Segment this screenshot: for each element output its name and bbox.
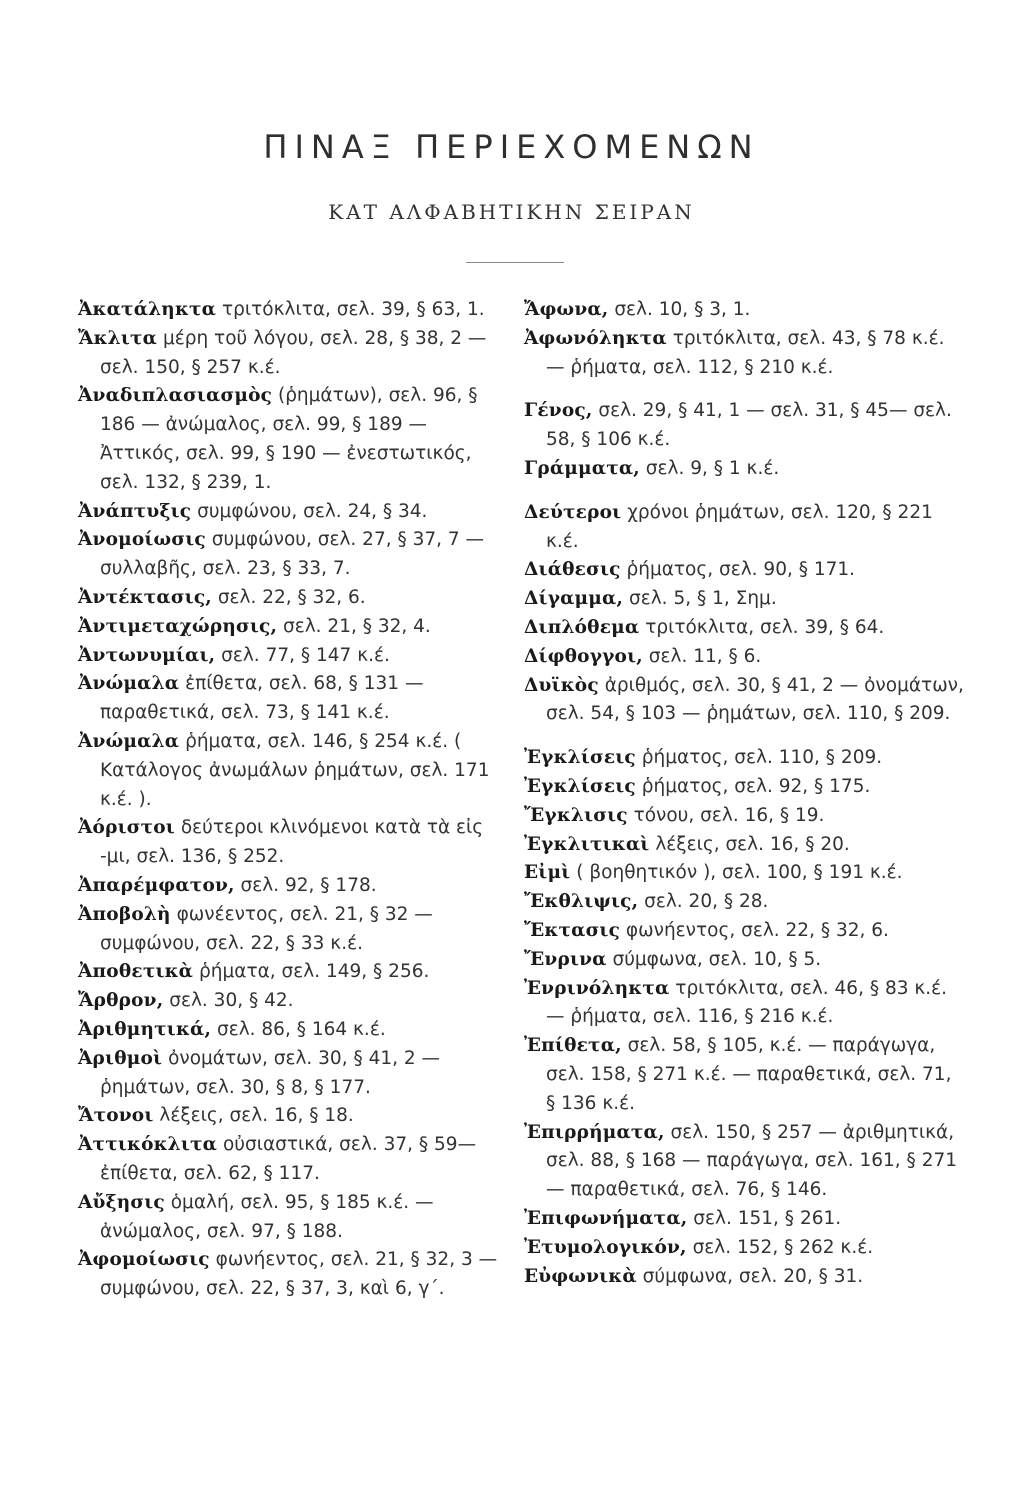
entry-references: σελ. 92, § 178.: [234, 874, 377, 896]
entry-references: ῥήματος, σελ. 90, § 171.: [620, 559, 856, 581]
entry-references: σύμφωνα, σελ. 20, § 31.: [636, 1265, 864, 1287]
entry-references: μέρη τοῦ λόγου, σελ. 28, § 38, 2 — σελ. 150, § 257 κ.έ.: [100, 327, 487, 378]
entry-headword: Ἐτυμολογικόν,: [524, 1236, 687, 1258]
entry-headword: Γένος,: [524, 400, 593, 422]
entry-references: σελ. 151, § 261.: [687, 1207, 842, 1229]
entry-headword: Ἐπιφωνήματα,: [524, 1207, 688, 1229]
entry-headword: Ἄρθρον,: [78, 990, 164, 1012]
entry-headword: Ἀναδιπλασιασμὸς: [78, 385, 273, 407]
entry-references: τριτόκλιτα, σελ. 43, § 78 κ.έ. — ῥήματα, σελ. 112, § 210 κ.έ.: [546, 327, 945, 378]
index-entry: [78, 296, 498, 325]
index-entry: [524, 499, 964, 557]
index-entry: [524, 1205, 964, 1234]
entry-references: σελ. 11, § 6.: [642, 645, 762, 667]
index-entry: [524, 831, 964, 860]
entry-headword: Ἐπιρρήματα,: [524, 1121, 665, 1143]
entry-references: ( βοηθητικόν ), σελ. 100, § 191 κ.έ.: [570, 862, 903, 884]
entry-headword: Ἔνρινα: [524, 948, 607, 970]
index-entry: [78, 901, 498, 959]
entry-references: συμφώνου, σελ. 27, § 37, 7 — συλλαβῆς, σελ. 23, § 33, 7.: [100, 529, 485, 580]
entry-headword: Ἄτονοι: [78, 1105, 154, 1127]
entry-headword: Ἔκτασις: [524, 919, 621, 941]
index-entry: [524, 1234, 964, 1263]
index-entry: [78, 958, 498, 987]
entry-references: τριτόκλιτα, σελ. 39, § 63, 1.: [216, 299, 485, 320]
entry-headword: Εὐφωνικὰ: [524, 1265, 637, 1287]
index-entry: [78, 382, 498, 497]
index-entry: [524, 1032, 964, 1118]
index-entry: [524, 802, 964, 831]
entry-headword: Δίγαμμα,: [524, 588, 624, 610]
entry-references: ὀνομάτων, σελ. 30, § 41, 2 — ῥημάτων, σελ. 30, § 8, § 177.: [100, 1047, 441, 1098]
entry-headword: Δεύτεροι: [524, 501, 622, 523]
index-entry: [524, 888, 964, 917]
entry-headword: Ἄκλιτα: [78, 327, 158, 349]
entry-references: σελ. 5, § 1, Σημ.: [623, 588, 777, 610]
index-entry: [524, 325, 964, 383]
index-entry: [78, 728, 498, 814]
entry-headword: Ἀνομοίωσις: [78, 529, 206, 551]
entry-references: τριτόκλιτα, σελ. 39, § 64.: [639, 616, 885, 638]
index-entry: [524, 556, 964, 585]
entry-references: λέξεις, σελ. 16, § 20.: [649, 833, 850, 855]
entry-headword: Γράμματα,: [524, 457, 640, 479]
index-entry: [78, 1016, 498, 1045]
entry-references: ῥήματος, σελ. 92, § 175.: [635, 775, 871, 797]
entry-references: φωνήεντος, σελ. 21, § 32, 3 — συμφώνου, σελ. 22, § 37, 3, καὶ 6, γ΄.: [100, 1249, 498, 1300]
index-entry: [78, 1102, 498, 1131]
entry-references: σελ. 22, § 32, 6.: [211, 586, 366, 608]
entry-references: ῥήματα, σελ. 146, § 254 κ.έ. ( Κατάλογος ἀνωμάλων ῥημάτων, σελ. 171 κ.έ. ).: [100, 730, 490, 810]
entry-headword: Ἀποθετικὰ: [78, 961, 194, 983]
index-entry: [78, 613, 498, 642]
entry-headword: Ἐνρινόληκτα: [524, 977, 670, 999]
index-entry: [524, 917, 964, 946]
index-entry: [78, 642, 498, 671]
entry-references: σύμφωνα, σελ. 10, § 5.: [606, 948, 822, 970]
entry-headword: Ἐπίθετα,: [524, 1035, 622, 1057]
entry-headword: Ἀντιμεταχώρησις,: [78, 615, 278, 637]
entry-references: σελ. 77, § 147 κ.έ.: [215, 644, 390, 666]
entry-references: λέξεις, σελ. 16, § 18.: [153, 1105, 354, 1127]
entry-references: σελ. 20, § 28.: [638, 891, 769, 913]
entry-headword: Ἀττικόκλιτα: [78, 1134, 218, 1156]
index-entry: [524, 455, 964, 484]
entry-references: σελ. 58, § 105, κ.έ. — παράγωγα, σελ. 158, § 271 κ.έ. — παραθετικά, σελ. 71, § 136 κ.έ.: [546, 1035, 952, 1114]
entry-references: σελ. 86, § 164 κ.έ.: [211, 1018, 386, 1040]
index-entry: [78, 1246, 498, 1304]
entry-headword: Ἄφωνα,: [524, 299, 609, 320]
page-subtitle: ΚΑΤ ΑΛΦΑΒΗΤΙΚΗΝ ΣΕΙΡΑΝ: [328, 200, 695, 224]
entry-references: σελ. 152, § 262 κ.έ.: [686, 1236, 874, 1258]
entry-references: σελ. 30, § 42.: [163, 990, 294, 1012]
index-entry: [524, 672, 964, 730]
entry-references: τριτόκλιτα, σελ. 46, § 83 κ.έ. — ῥήματα, σελ. 116, § 216 κ.έ.: [546, 977, 948, 1028]
index-entry: [78, 584, 498, 613]
index-entry: [78, 1131, 498, 1189]
index-entry: [524, 975, 964, 1033]
entry-headword: Ἀπαρέμφατον,: [78, 874, 235, 896]
entry-headword: Ἀόριστοι: [78, 817, 175, 839]
entry-headword: Διάθεσις: [524, 559, 621, 581]
entry-references: σελ. 150, § 257 — ἀριθμητικά, σελ. 88, § 168 — παράγωγα, σελ. 161, § 271 — παραθετικά, σελ. 76, § 146.: [546, 1121, 958, 1201]
entry-references: ἐπίθετα, σελ. 68, § 131 — παραθετικά, σελ. 73, § 141 κ.έ.: [100, 673, 424, 724]
index-entry: [524, 643, 964, 672]
index-entry: [524, 397, 964, 455]
entry-headword: Ἔγκλισις: [524, 804, 628, 826]
entry-references: τόνου, σελ. 16, § 19.: [627, 804, 825, 826]
entry-headword: Ἀφομοίωσις: [78, 1249, 210, 1271]
index-entry: [78, 670, 498, 728]
entry-references: ῥήματος, σελ. 110, § 209.: [635, 747, 883, 769]
entry-references: φωνέεντος, σελ. 21, § 32 — συμφώνου, σελ. 22, § 33 κ.έ.: [100, 903, 433, 954]
entry-references: φωνήεντος, σελ. 22, § 32, 6.: [620, 919, 889, 941]
entry-headword: Ἀντέκτασις,: [78, 586, 212, 608]
entry-headword: Εἰμὶ: [524, 862, 571, 884]
entry-headword: Ἀνώμαλα: [78, 673, 180, 695]
index-entry: [524, 744, 964, 773]
entry-references: δεύτεροι κλινόμενοι κατὰ τὰ εἰς -μι, σελ. 136, § 252.: [100, 817, 484, 868]
index-entry: [78, 526, 498, 584]
index-entry: [524, 946, 964, 975]
index-entry: [524, 585, 964, 614]
entry-references: ὁμαλή, σελ. 95, § 185 κ.έ. — ἀνώμαλος, σελ. 97, § 188.: [100, 1191, 434, 1242]
entry-headword: Ἀντωνυμίαι,: [78, 644, 216, 666]
entry-headword: Ἀριθμοὶ: [78, 1047, 163, 1069]
entry-headword: Ἐγκλιτικαὶ: [524, 833, 650, 855]
entry-references: σελ. 29, § 41, 1 — σελ. 31, § 45— σελ. 58, § 106 κ.έ.: [546, 400, 952, 451]
index-entry: [78, 814, 498, 872]
title-divider: [466, 262, 564, 263]
index-entry: [78, 872, 498, 901]
entry-headword: Ἀνώμαλα: [78, 730, 180, 752]
index-entry: [78, 1189, 498, 1247]
entry-headword: Ἀνάπτυξις: [78, 500, 192, 522]
entry-headword: Ἀριθμητικά,: [78, 1018, 212, 1040]
index-entry: [524, 296, 964, 325]
index-entry: [78, 325, 498, 383]
index-entry: [78, 987, 498, 1016]
entry-headword: Διπλόθεμα: [524, 616, 640, 638]
entry-references: ῥήματα, σελ. 149, § 256.: [193, 961, 430, 983]
right-column: [524, 296, 964, 1291]
index-entry: [524, 1119, 964, 1205]
left-column: [78, 296, 498, 1304]
index-entry: [524, 1263, 964, 1292]
entry-headword: Ἀφωνόληκτα: [524, 327, 667, 349]
entry-headword: Ἔκθλιψις,: [524, 891, 639, 913]
entry-references: ἀριθμός, σελ. 30, § 41, 2 — ὀνομάτων, σελ. 54, § 103 — ῥημάτων, σελ. 110, § 209.: [546, 674, 964, 725]
entry-headword: Ἐγκλίσεις: [524, 775, 636, 797]
entry-headword: Δίφθογγοι,: [524, 645, 643, 667]
entry-headword: Ἐγκλίσεις: [524, 747, 636, 769]
entry-references: (ῥημάτων), σελ. 96, § 186 — ἀνώμαλος, σελ. 99, § 189 — Ἀττικός, σελ. 99, § 190 — ἐνεστωτικός, σελ. 132, § 239, 1.: [100, 385, 478, 493]
entry-references: οὐσιαστικά, σελ. 37, § 59— ἐπίθετα, σελ. 62, § 117.: [100, 1134, 477, 1184]
page-title: ΠΙΝΑΞ ΠΕΡΙΕΧΟΜΕΝΩΝ: [263, 128, 760, 166]
entry-references: χρόνοι ῥημάτων, σελ. 120, § 221 κ.έ.: [546, 501, 933, 552]
index-entry: [78, 1045, 498, 1103]
entry-headword: Ἀκατάληκτα: [78, 299, 217, 320]
index-entry: [78, 498, 498, 527]
entry-headword: Ἀποβολὴ: [78, 903, 171, 925]
entry-references: σελ. 10, § 3, 1.: [608, 299, 751, 320]
index-entry: [524, 614, 964, 643]
entry-references: σελ. 9, § 1 κ.έ.: [639, 457, 780, 479]
entry-references: συμφώνου, σελ. 24, § 34.: [191, 500, 428, 522]
entry-headword: Αὔξησις: [78, 1191, 165, 1213]
index-entry: [524, 859, 964, 888]
entry-headword: Δυϊκὸς: [524, 674, 599, 696]
entry-references: σελ. 21, § 32, 4.: [277, 615, 431, 637]
index-entry: [524, 773, 964, 802]
